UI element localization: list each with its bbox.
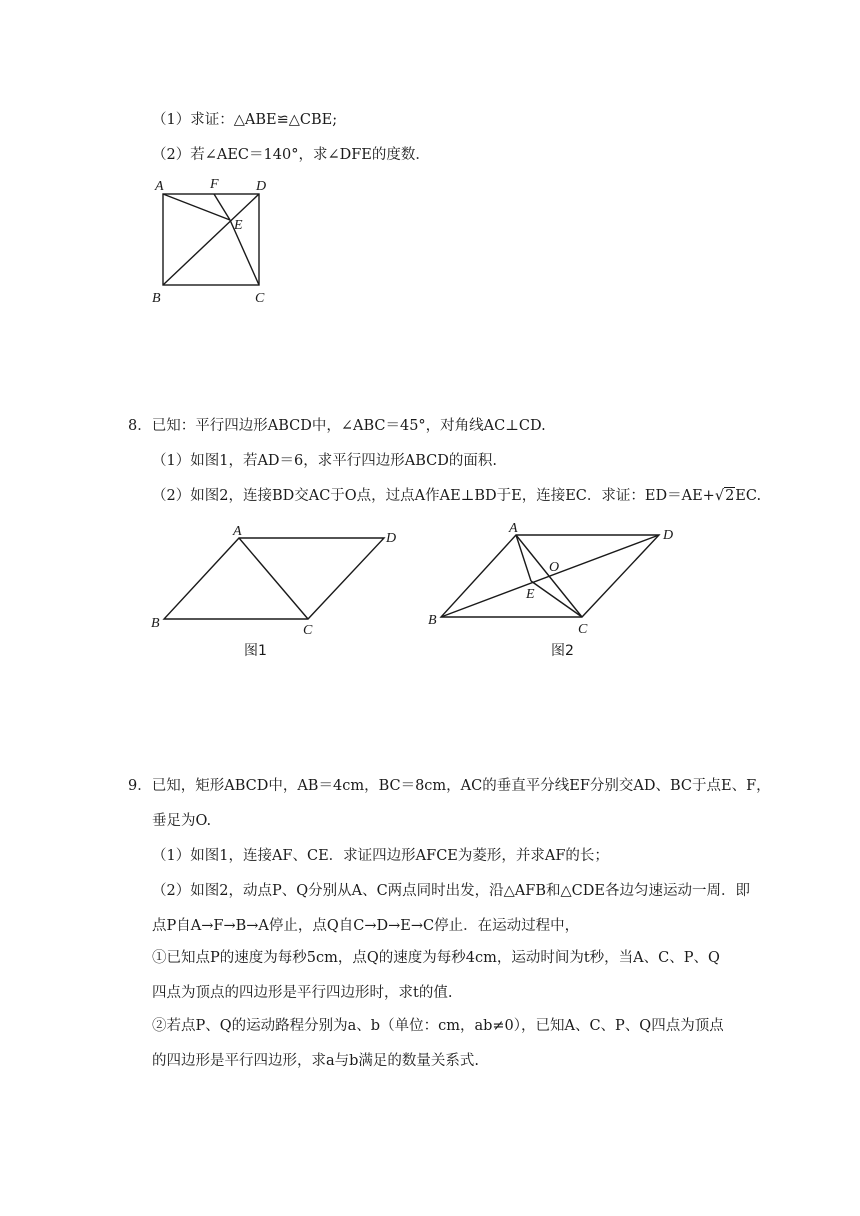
- fig2-label-D: D: [663, 528, 674, 543]
- q8-part2-tail: EC.: [735, 488, 762, 504]
- q9-part2-line2: 点P自A→F→B→A停止，点Q自C→D→E→C停止．在运动过程中，: [152, 918, 580, 934]
- q7-part2: （2）若∠AEC＝140°，求∠DFE的度数．: [152, 147, 430, 163]
- fig2-label-O: O: [549, 560, 560, 575]
- fig2-label-A: A: [509, 521, 518, 536]
- q9-sub2-line1: ②若点P、Q的运动路程分别为a、b（单位：cm，ab≠0），已知A、C、P、Q四点为顶点: [152, 1018, 724, 1034]
- q7-label-F: F: [210, 177, 219, 192]
- q9-sub2-line2: 的四边形是平行四边形，求a与b满足的数量关系式.: [152, 1053, 480, 1069]
- fig2-caption: 图2: [551, 643, 574, 659]
- fig1-label-C: C: [303, 623, 313, 638]
- q9-stem-line1: 9．已知，矩形ABCD中，AB＝4cm，BC＝8cm，AC的垂直平分线EF分别交AD、BC于点E、F，: [128, 778, 771, 794]
- q9-part2-line1: （2）如图2，动点P、Q分别从A、C两点同时出发，沿△AFB和△CDE各边匀速运动一周．即: [152, 883, 750, 899]
- q8-part1: （1）如图1，若AD＝6，求平行四边形ABCD的面积.: [152, 453, 497, 469]
- fig1-caption: 图1: [244, 643, 267, 659]
- q7-label-E: E: [234, 218, 243, 233]
- q9-stem-line2: 垂足为O.: [152, 813, 212, 829]
- q8-part2-text: （2）如图2，连接BD交AC于O点，过点A作AE⊥BD于E，连接EC．求证：ED＝AE+: [152, 488, 715, 504]
- fig1-label-A: A: [233, 524, 242, 539]
- q9-sub1-line1: ①已知点P的速度为每秒5cm，点Q的速度为每秒4cm，运动时间为t秒，当A、C、P、Q: [152, 950, 720, 966]
- q7-label-B: B: [152, 291, 161, 306]
- q8-stem: 8．已知：平行四边形ABCD中，∠ABC＝45°，对角线AC⊥CD.: [128, 418, 546, 434]
- fig1-label-B: B: [151, 616, 160, 631]
- q9-sub1-line2: 四点为顶点的四边形是平行四边形时，求t的值.: [152, 985, 453, 1001]
- q9-part1: （1）如图1，连接AF、CE．求证四边形AFCE为菱形，并求AF的长；: [152, 848, 609, 864]
- q7-label-D: D: [256, 179, 267, 194]
- q7-label-C: C: [255, 291, 265, 306]
- fig1-label-D: D: [386, 531, 397, 546]
- q7-label-A: A: [155, 179, 164, 194]
- q7-part1: （1）求证：△ABE≌△CBE;: [152, 112, 338, 128]
- sqrt-symbol: √2: [714, 488, 735, 504]
- fig2-label-E: E: [526, 587, 535, 602]
- fig2-label-B: B: [428, 613, 437, 628]
- fig2-label-C: C: [578, 622, 588, 637]
